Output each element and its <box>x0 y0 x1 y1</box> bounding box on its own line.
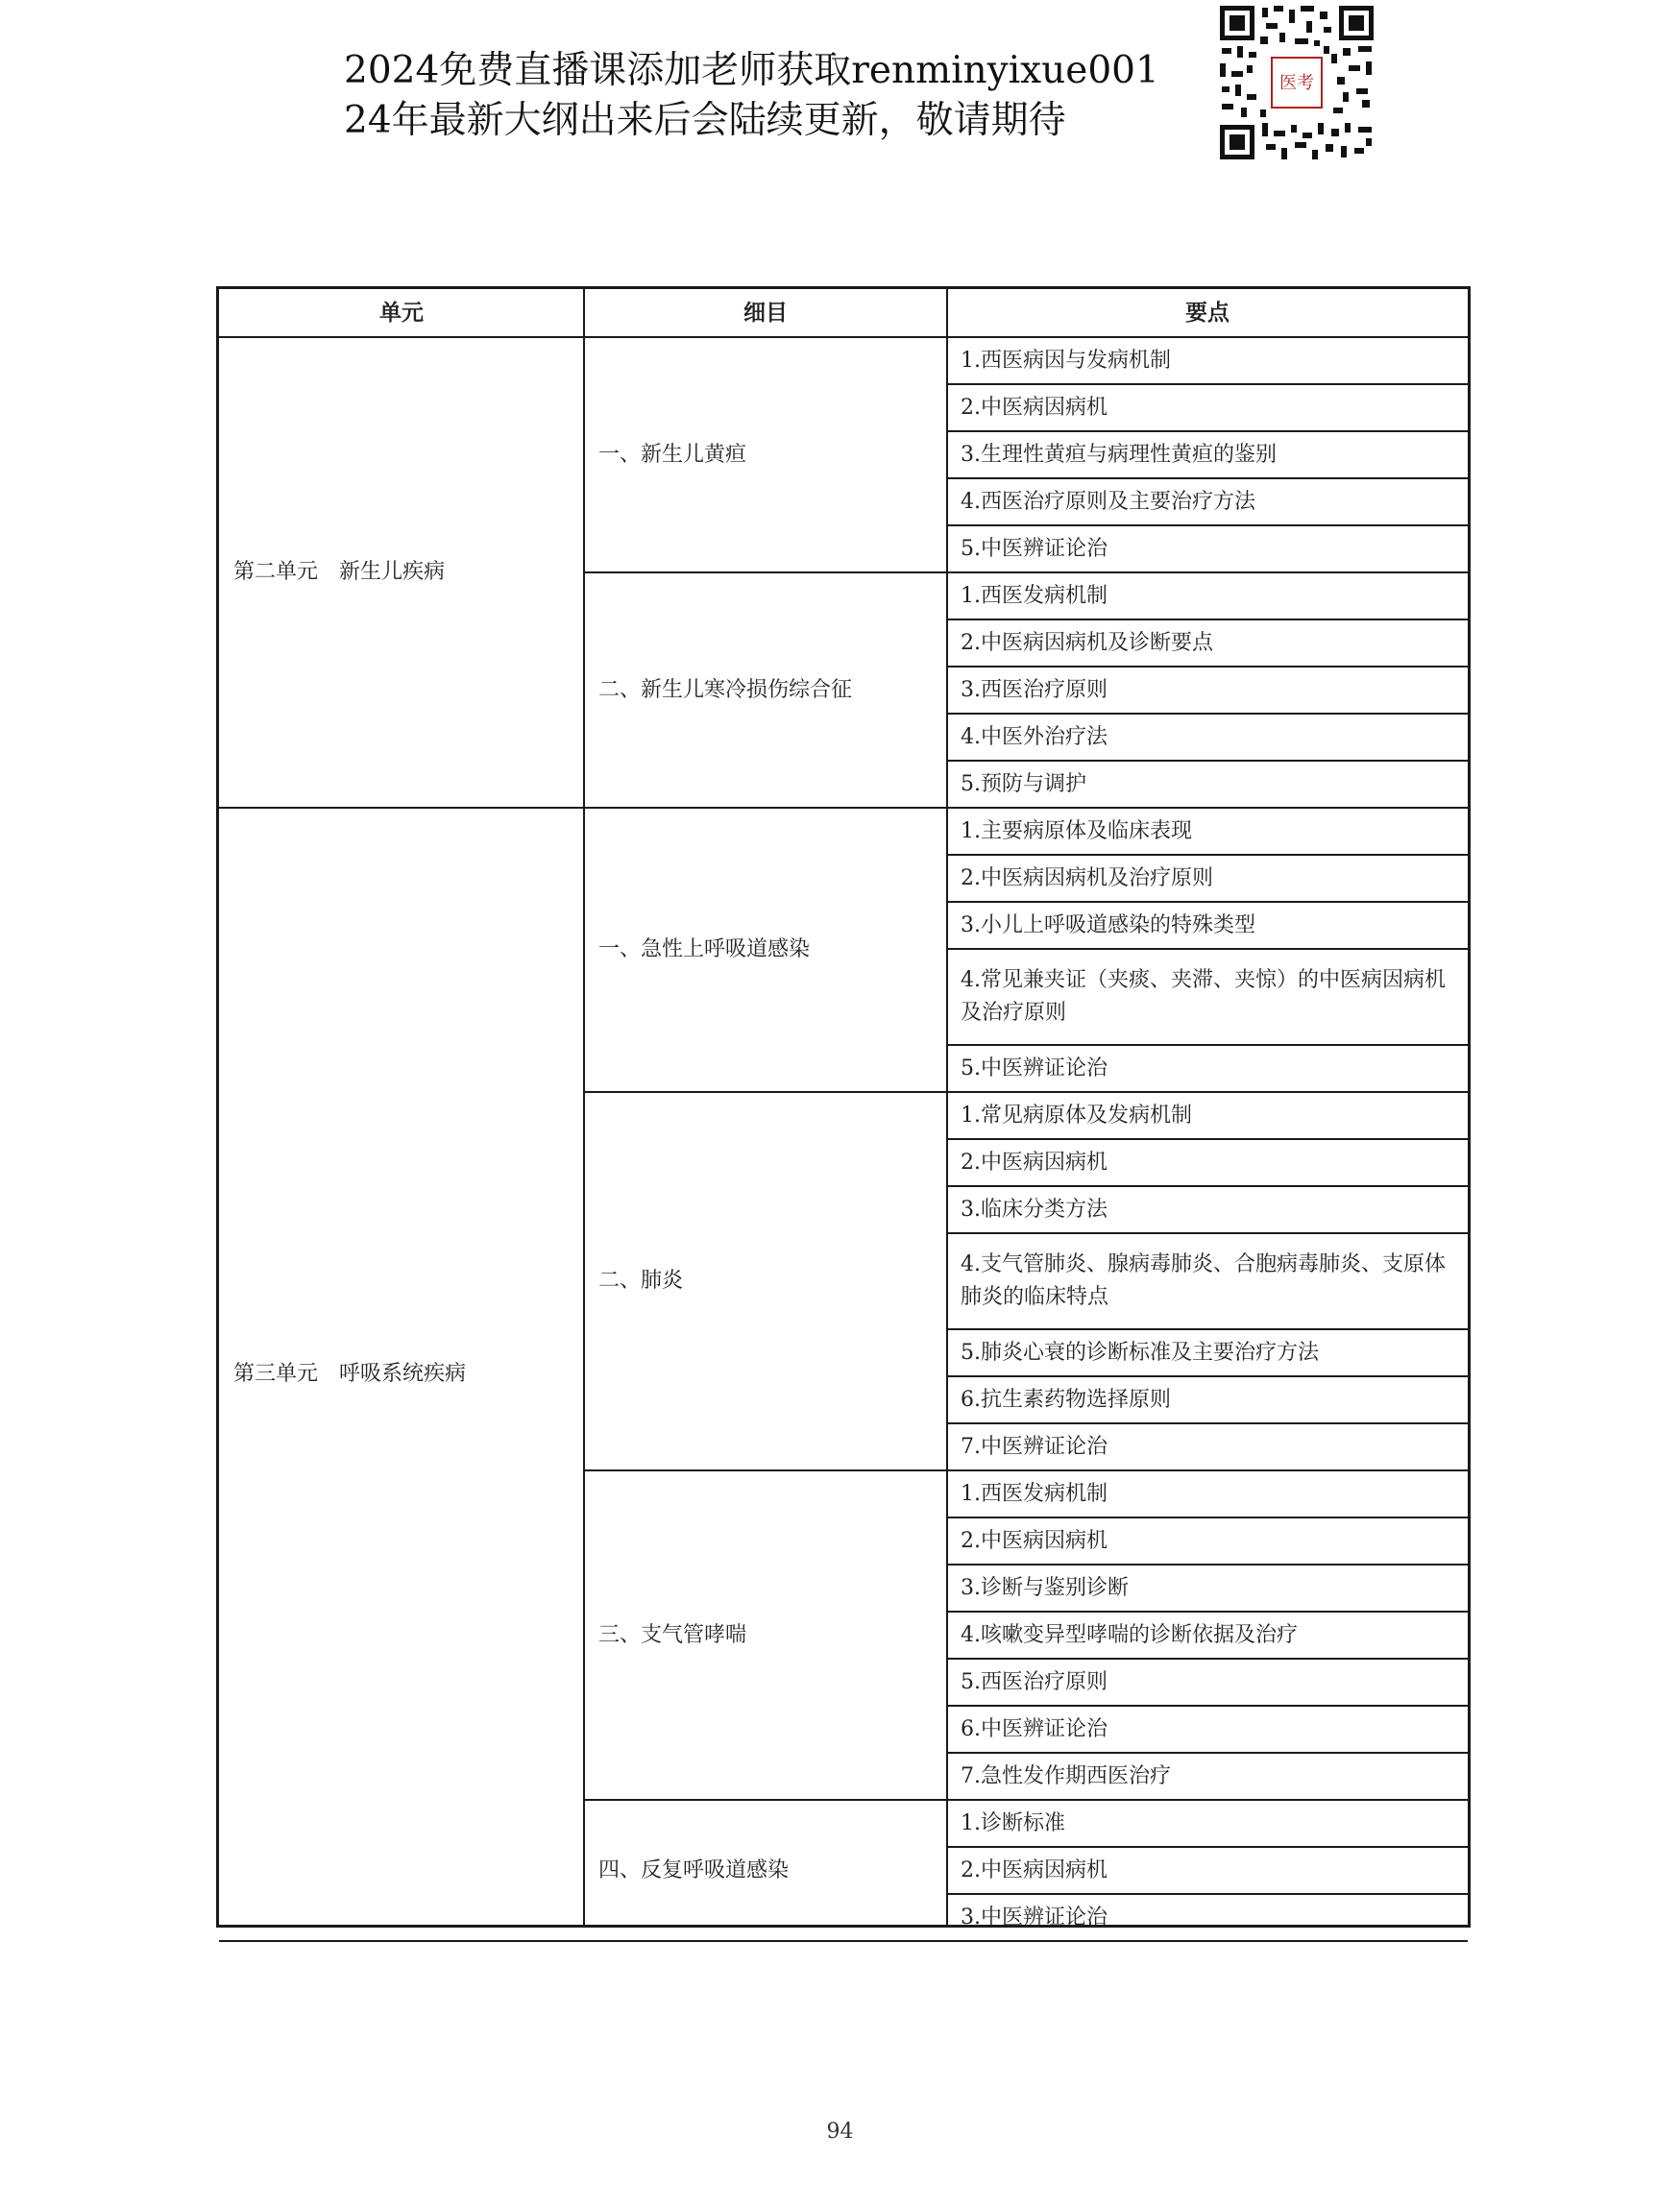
point-cell-text: 2.中医病因病机 <box>961 1528 1108 1553</box>
point-cell <box>947 1612 1468 1659</box>
point-cell <box>947 1329 1468 1376</box>
point-cell <box>947 808 1468 855</box>
point-cell-text: 5.肺炎心衰的诊断标准及主要治疗方法 <box>961 1340 1319 1365</box>
item-cell <box>584 1092 947 1470</box>
point-cell <box>947 525 1468 572</box>
point-cell-text: 7.中医辨证论治 <box>961 1434 1108 1459</box>
point-cell <box>947 1186 1468 1233</box>
point-cell <box>947 1565 1468 1612</box>
point-cell <box>947 1659 1468 1706</box>
point-cell-text: 4.中医外治疗法 <box>961 724 1108 749</box>
point-cell-text: 2.中医病因病机 <box>961 1857 1108 1882</box>
unit-cell <box>219 337 584 808</box>
point-cell <box>947 1800 1468 1847</box>
point-cell <box>947 337 1468 384</box>
point-cell <box>947 1423 1468 1470</box>
point-cell-text: 4.西医治疗原则及主要治疗方法 <box>961 489 1255 514</box>
point-cell-text: 5.中医辨证论治 <box>961 1056 1108 1080</box>
point-cell <box>947 572 1468 619</box>
point-cell <box>947 1706 1468 1753</box>
point-cell-text: 3.中医辨证论治 <box>961 1905 1108 1930</box>
unit-divider <box>219 1940 1468 1942</box>
item-cell-text: 二、肺炎 <box>598 1269 684 1293</box>
qr-logo-label: 医考 <box>1279 73 1314 93</box>
point-cell-text: 4.支气管肺炎、腺病毒肺炎、合胞病毒肺炎、支原体肺炎的临床特点 <box>961 1252 1446 1309</box>
point-cell <box>947 1517 1468 1565</box>
point-cell-text: 1.西医病因与发病机制 <box>961 348 1171 373</box>
point-cell-text: 5.西医治疗原则 <box>961 1669 1108 1694</box>
column-divider <box>583 289 585 1925</box>
unit-cell-text: 第三单元 呼吸系统疾病 <box>233 1362 467 1386</box>
point-cell <box>947 431 1468 478</box>
header-unit-text: 单元 <box>379 300 424 326</box>
header-item-text: 细目 <box>743 300 788 326</box>
point-cell-text: 6.中医辨证论治 <box>961 1716 1108 1741</box>
point-cell-text: 1.主要病原体及临床表现 <box>961 818 1192 843</box>
item-cell <box>584 1470 947 1800</box>
point-cell-text: 1.西医发病机制 <box>961 1481 1108 1506</box>
point-cell-text: 3.诊断与鉴别诊断 <box>961 1575 1129 1600</box>
point-cell <box>947 667 1468 714</box>
point-cell-text: 5.预防与调护 <box>961 771 1086 796</box>
point-cell <box>947 1092 1468 1139</box>
item-cell-text: 一、急性上呼吸道感染 <box>598 937 811 961</box>
point-cell-text: 3.小儿上呼吸道感染的特殊类型 <box>961 912 1255 937</box>
header-points-text: 要点 <box>1185 300 1230 326</box>
point-cell <box>947 619 1468 667</box>
point-cell <box>947 1470 1468 1517</box>
item-cell <box>584 808 947 1092</box>
item-cell-text: 二、新生儿寒冷损伤综合征 <box>598 677 853 702</box>
item-cell <box>584 572 947 808</box>
point-cell <box>947 1894 1468 1941</box>
point-cell-text: 5.中医辨证论治 <box>961 536 1108 561</box>
qr-code-icon[interactable] <box>1218 4 1376 161</box>
point-cell-text: 2.中医病因病机 <box>961 1150 1108 1175</box>
point-cell-text: 3.临床分类方法 <box>961 1197 1108 1222</box>
point-cell <box>947 902 1468 949</box>
syllabus-table <box>216 286 1471 1928</box>
point-cell-text: 3.西医治疗原则 <box>961 677 1108 702</box>
point-cell-text: 1.常见病原体及发病机制 <box>961 1103 1192 1128</box>
column-divider <box>946 289 948 1925</box>
point-cell <box>947 1376 1468 1423</box>
point-cell <box>947 1233 1468 1329</box>
header-line-2: 24年最新大纲出来后会陆续更新，敬请期待 <box>344 99 1066 142</box>
point-cell <box>947 855 1468 902</box>
unit-cell-text: 第二单元 新生儿疾病 <box>233 560 446 584</box>
unit-cell <box>219 808 584 1941</box>
point-cell-text: 2.中医病因病机 <box>961 395 1108 420</box>
item-cell-text: 四、反复呼吸道感染 <box>598 1857 790 1882</box>
header-item <box>584 289 947 337</box>
item-cell-text: 一、新生儿黄疸 <box>598 442 747 467</box>
point-cell-text: 2.中医病因病机及治疗原则 <box>961 865 1213 890</box>
point-cell-text: 4.常见兼夹证（夹痰、夹滞、夹惊）的中医病因病机及治疗原则 <box>961 968 1446 1025</box>
header-line-1: 2024免费直播课添加老师获取renminyixue001 <box>344 49 1159 92</box>
header-unit <box>219 289 584 337</box>
point-cell-text: 1.西医发病机制 <box>961 583 1108 608</box>
point-cell <box>947 1045 1468 1092</box>
item-cell <box>584 337 947 572</box>
point-cell-text: 7.急性发作期西医治疗 <box>961 1763 1171 1788</box>
point-cell <box>947 384 1468 431</box>
point-cell-text: 6.抗生素药物选择原则 <box>961 1387 1171 1412</box>
header-points <box>947 289 1468 337</box>
point-cell <box>947 1139 1468 1186</box>
item-cell-text: 三、支气管哮喘 <box>598 1622 747 1647</box>
point-cell <box>947 1753 1468 1800</box>
point-cell <box>947 714 1468 761</box>
page-number: 94 <box>826 2120 854 2144</box>
point-cell-text: 3.生理性黄疸与病理性黄疸的鉴别 <box>961 442 1277 467</box>
item-cell <box>584 1800 947 1941</box>
point-cell <box>947 949 1468 1045</box>
point-cell-text: 4.咳嗽变异型哮喘的诊断依据及治疗 <box>961 1622 1298 1647</box>
point-cell <box>947 1847 1468 1894</box>
header-notice <box>344 46 1208 146</box>
point-cell-text: 1.诊断标准 <box>961 1810 1065 1835</box>
point-cell <box>947 478 1468 525</box>
point-cell <box>947 761 1468 808</box>
point-cell-text: 2.中医病因病机及诊断要点 <box>961 630 1213 655</box>
